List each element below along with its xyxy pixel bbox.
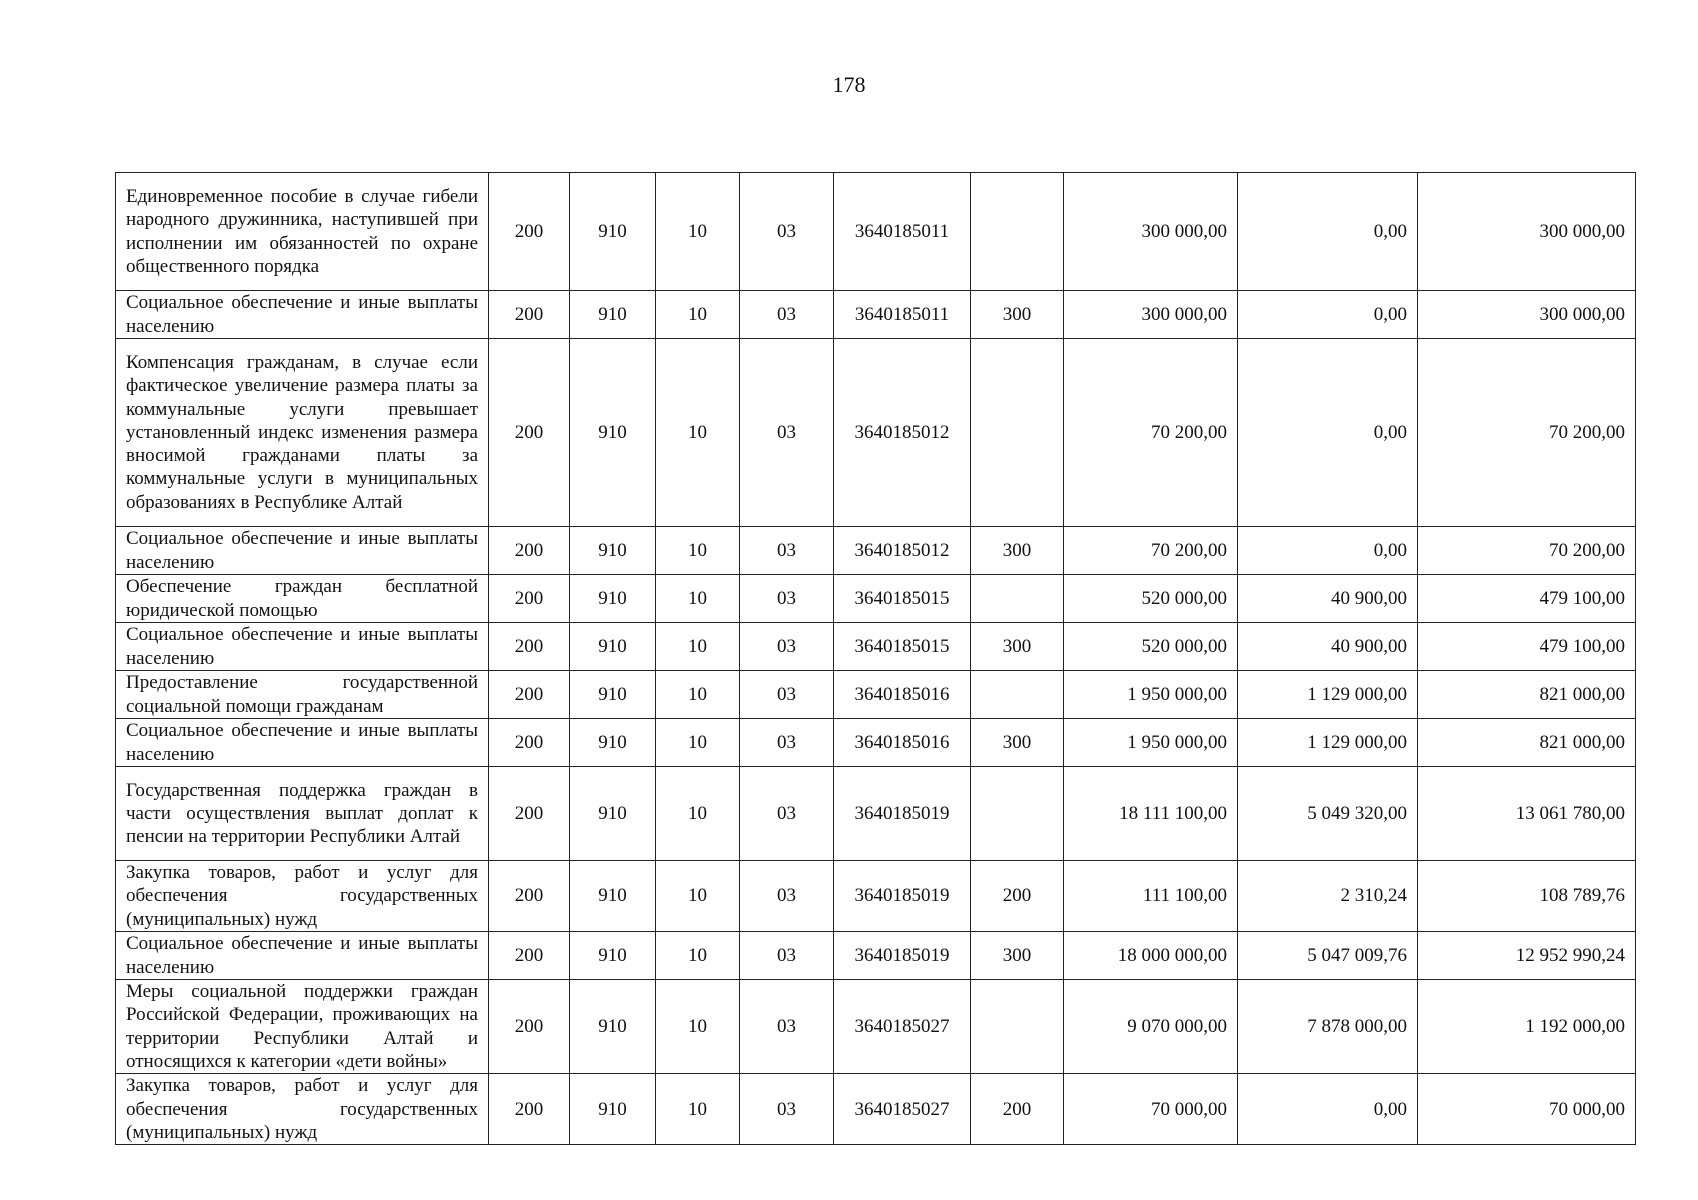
expense-type [971, 980, 1064, 1074]
executed-amount: 5 047 009,76 [1238, 932, 1418, 980]
row-description: Единовременное пособие в случае гибели народного дружинника, наступившей при исполнении им обязанностей по охране общественного порядка [116, 173, 489, 291]
admin-code: 200 [489, 980, 570, 1074]
subsection-code: 03 [740, 861, 834, 932]
ministry-code: 910 [570, 932, 656, 980]
subsection-code: 03 [740, 291, 834, 339]
admin-code: 200 [489, 1074, 570, 1145]
target-article: 3640185012 [834, 527, 971, 575]
executed-amount: 0,00 [1238, 339, 1418, 527]
table-row [116, 575, 1636, 623]
subsection-code: 03 [740, 719, 834, 767]
subsection-code: 03 [740, 671, 834, 719]
executed-amount: 0,00 [1238, 1074, 1418, 1145]
row-description: Предоставление государственной социальной помощи гражданам [116, 671, 489, 719]
executed-amount: 1 129 000,00 [1238, 719, 1418, 767]
table-row [116, 527, 1636, 575]
ministry-code: 910 [570, 173, 656, 291]
admin-code: 200 [489, 291, 570, 339]
plan-amount: 9 070 000,00 [1064, 980, 1238, 1074]
admin-code: 200 [489, 719, 570, 767]
table-row [116, 1074, 1636, 1145]
expense-type [971, 575, 1064, 623]
ministry-code: 910 [570, 671, 656, 719]
row-description: Социальное обеспечение и иные выплаты населению [116, 527, 489, 575]
plan-amount: 520 000,00 [1064, 575, 1238, 623]
target-article: 3640185015 [834, 575, 971, 623]
admin-code: 200 [489, 623, 570, 671]
section-code: 10 [656, 291, 740, 339]
expense-type [971, 671, 1064, 719]
admin-code: 200 [489, 575, 570, 623]
target-article: 3640185011 [834, 291, 971, 339]
admin-code: 200 [489, 527, 570, 575]
admin-code: 200 [489, 861, 570, 932]
remainder-amount: 13 061 780,00 [1418, 767, 1636, 861]
remainder-amount: 300 000,00 [1418, 173, 1636, 291]
row-description: Социальное обеспечение и иные выплаты населению [116, 719, 489, 767]
plan-amount: 18 111 100,00 [1064, 767, 1238, 861]
row-description: Социальное обеспечение и иные выплаты населению [116, 623, 489, 671]
row-description: Закупка товаров, работ и услуг для обеспечения государственных (муниципальных) нужд [116, 1074, 489, 1145]
target-article: 3640185011 [834, 173, 971, 291]
expense-type: 300 [971, 719, 1064, 767]
section-code: 10 [656, 767, 740, 861]
table-row [116, 173, 1636, 291]
plan-amount: 70 000,00 [1064, 1074, 1238, 1145]
subsection-code: 03 [740, 767, 834, 861]
table-row [116, 339, 1636, 527]
executed-amount: 0,00 [1238, 527, 1418, 575]
target-article: 3640185016 [834, 719, 971, 767]
expense-type: 200 [971, 861, 1064, 932]
expense-type: 200 [971, 1074, 1064, 1145]
row-description: Государственная поддержка граждан в части осуществления выплат доплат к пенсии на территории Республики Алтай [116, 767, 489, 861]
ministry-code: 910 [570, 339, 656, 527]
row-description: Меры социальной поддержки граждан Российской Федерации, проживающих на территории Республики Алтай и относящихся к категории «дети войны» [116, 980, 489, 1074]
ministry-code: 910 [570, 291, 656, 339]
remainder-amount: 479 100,00 [1418, 623, 1636, 671]
target-article: 3640185027 [834, 1074, 971, 1145]
expense-type: 300 [971, 527, 1064, 575]
executed-amount: 40 900,00 [1238, 623, 1418, 671]
table-row [116, 291, 1636, 339]
row-description: Закупка товаров, работ и услуг для обеспечения государственных (муниципальных) нужд [116, 861, 489, 932]
remainder-amount: 70 200,00 [1418, 339, 1636, 527]
plan-amount: 70 200,00 [1064, 339, 1238, 527]
remainder-amount: 479 100,00 [1418, 575, 1636, 623]
section-code: 10 [656, 575, 740, 623]
remainder-amount: 821 000,00 [1418, 671, 1636, 719]
admin-code: 200 [489, 671, 570, 719]
ministry-code: 910 [570, 861, 656, 932]
table-row [116, 719, 1636, 767]
target-article: 3640185015 [834, 623, 971, 671]
page-number: 178 [832, 72, 866, 97]
expense-type [971, 173, 1064, 291]
expense-type: 300 [971, 932, 1064, 980]
target-article: 3640185019 [834, 932, 971, 980]
target-article: 3640185019 [834, 767, 971, 861]
budget-table [115, 172, 1636, 1145]
ministry-code: 910 [570, 1074, 656, 1145]
table-row [116, 980, 1636, 1074]
plan-amount: 300 000,00 [1064, 291, 1238, 339]
row-description: Социальное обеспечение и иные выплаты населению [116, 932, 489, 980]
table-row [116, 623, 1636, 671]
plan-amount: 300 000,00 [1064, 173, 1238, 291]
subsection-code: 03 [740, 173, 834, 291]
section-code: 10 [656, 861, 740, 932]
executed-amount: 0,00 [1238, 291, 1418, 339]
subsection-code: 03 [740, 980, 834, 1074]
executed-amount: 0,00 [1238, 173, 1418, 291]
ministry-code: 910 [570, 527, 656, 575]
subsection-code: 03 [740, 1074, 834, 1145]
section-code: 10 [656, 932, 740, 980]
executed-amount: 1 129 000,00 [1238, 671, 1418, 719]
section-code: 10 [656, 623, 740, 671]
subsection-code: 03 [740, 932, 834, 980]
target-article: 3640185027 [834, 980, 971, 1074]
section-code: 10 [656, 1074, 740, 1145]
admin-code: 200 [489, 173, 570, 291]
executed-amount: 40 900,00 [1238, 575, 1418, 623]
section-code: 10 [656, 173, 740, 291]
section-code: 10 [656, 671, 740, 719]
subsection-code: 03 [740, 527, 834, 575]
section-code: 10 [656, 527, 740, 575]
remainder-amount: 300 000,00 [1418, 291, 1636, 339]
ministry-code: 910 [570, 767, 656, 861]
expense-type [971, 767, 1064, 861]
admin-code: 200 [489, 767, 570, 861]
plan-amount: 520 000,00 [1064, 623, 1238, 671]
plan-amount: 18 000 000,00 [1064, 932, 1238, 980]
executed-amount: 5 049 320,00 [1238, 767, 1418, 861]
plan-amount: 1 950 000,00 [1064, 671, 1238, 719]
table-row [116, 861, 1636, 932]
plan-amount: 111 100,00 [1064, 861, 1238, 932]
remainder-amount: 70 000,00 [1418, 1074, 1636, 1145]
remainder-amount: 70 200,00 [1418, 527, 1636, 575]
plan-amount: 70 200,00 [1064, 527, 1238, 575]
ministry-code: 910 [570, 575, 656, 623]
subsection-code: 03 [740, 575, 834, 623]
remainder-amount: 821 000,00 [1418, 719, 1636, 767]
section-code: 10 [656, 719, 740, 767]
target-article: 3640185019 [834, 861, 971, 932]
remainder-amount: 1 192 000,00 [1418, 980, 1636, 1074]
row-description: Социальное обеспечение и иные выплаты населению [116, 291, 489, 339]
ministry-code: 910 [570, 980, 656, 1074]
table-row [116, 932, 1636, 980]
expense-type: 300 [971, 623, 1064, 671]
section-code: 10 [656, 339, 740, 527]
subsection-code: 03 [740, 623, 834, 671]
subsection-code: 03 [740, 339, 834, 527]
target-article: 3640185016 [834, 671, 971, 719]
section-code: 10 [656, 980, 740, 1074]
row-description: Обеспечение граждан бесплатной юридической помощью [116, 575, 489, 623]
ministry-code: 910 [570, 719, 656, 767]
expense-type: 300 [971, 291, 1064, 339]
remainder-amount: 108 789,76 [1418, 861, 1636, 932]
target-article: 3640185012 [834, 339, 971, 527]
ministry-code: 910 [570, 623, 656, 671]
table-row [116, 671, 1636, 719]
remainder-amount: 12 952 990,24 [1418, 932, 1636, 980]
executed-amount: 2 310,24 [1238, 861, 1418, 932]
row-description: Компенсация гражданам, в случае если фактическое увеличение размера платы за коммунальные услуги превышает установленный индекс изменения размера вносимой гражданами платы за коммунальные услуги в муниципальных образованиях в Республике Алтай [116, 339, 489, 527]
expense-type [971, 339, 1064, 527]
plan-amount: 1 950 000,00 [1064, 719, 1238, 767]
table-row [116, 767, 1636, 861]
admin-code: 200 [489, 932, 570, 980]
executed-amount: 7 878 000,00 [1238, 980, 1418, 1074]
admin-code: 200 [489, 339, 570, 527]
